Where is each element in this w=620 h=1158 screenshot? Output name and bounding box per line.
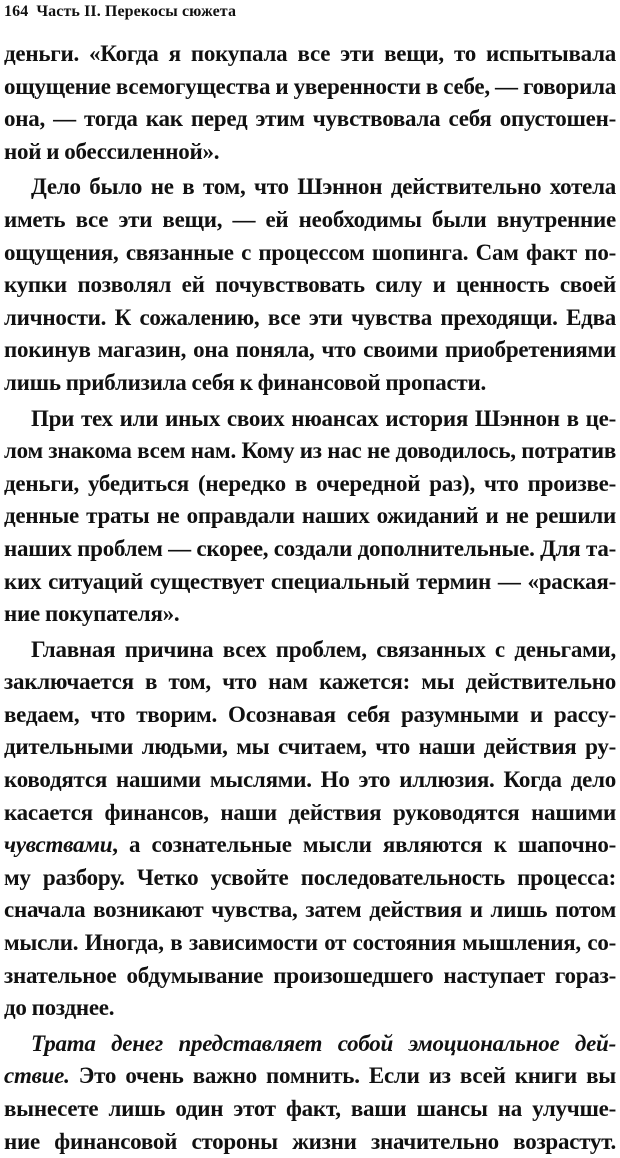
italic-emphasis: чувствами: [4, 832, 113, 858]
text-line: При тех или иных своих нюансах история Шэннон в це-: [31, 405, 616, 431]
text-line: ких ситуаций существует специальный термин — «раская-: [4, 568, 616, 594]
text-line: Главная причина всех проблем, связанных с деньгами,: [31, 636, 616, 662]
body-text: [4, 38, 616, 1158]
text-line: наших проблем — скорее, создали дополнительные. Для та-: [4, 535, 616, 561]
text-line: она, — тогда как перед этим чувствовала себя опустошен-: [4, 106, 616, 132]
text-line: дительными людьми, мы считаем, что наши действия ру-: [4, 734, 616, 760]
text-line: заключается в том, что нам кажется: мы действительно: [4, 669, 616, 695]
text-line: лом знакома всем нам. Кому из нас не доводилось, потратив: [4, 438, 616, 464]
text-line: ной и обессиленной».: [4, 138, 220, 164]
text-line: денные траты не оправдали наших ожиданий и не решили: [4, 503, 616, 529]
text-line: вынесете лишь один этот факт, ваши шансы на улучше-: [4, 1096, 616, 1121]
text-line: ние финансовой стороны жизни значительно возрастут.: [4, 1128, 616, 1154]
italic-emphasis: ствие.: [4, 1063, 70, 1089]
text-line: ведаем, что творим. Осознавая себя разумными и рассу-: [4, 701, 616, 727]
text-line: до позднее.: [4, 995, 115, 1021]
text-line: касается финансов, наши действия руководятся нашими: [4, 799, 616, 825]
text-line: деньги, убедиться (нередко в очередной раз), что произве-: [4, 470, 616, 496]
text-line: знательное обдумывание произошедшего наступает гораз-: [4, 962, 616, 988]
text-fragment: Это очень важно помнить. Если из всей книги вы: [69, 1063, 616, 1089]
text-line: ководятся нашими мыслями. Но это иллюзия. Когда дело: [4, 767, 616, 793]
text-line: мысли. Иногда, в зависимости от состояния мышления, со-: [4, 930, 616, 956]
text-line: Трата денег представляет собой эмоциональное дей-: [31, 1030, 616, 1056]
text-line: [4, 1060, 616, 1093]
page-number: 164: [4, 3, 29, 20]
text-line: Дело было не в том, что Шэннон действительно хотела: [31, 174, 616, 200]
running-head: [4, 1, 236, 23]
text-line: иметь все эти вещи, — ей необходимы были внутренние: [4, 206, 616, 232]
text-line: ощущение всемогущества и уверенности в себе, — говорила: [4, 73, 616, 99]
text-line: ощущения, связанные с процессом шопинга. Сам факт по-: [4, 239, 616, 265]
text-line: [4, 829, 616, 862]
text-line: деньги. «Когда я покупала все эти вещи, то испытывала: [4, 41, 616, 66]
text-fragment: , а сознательные мысли являются к шапочно-: [112, 832, 616, 858]
text-line: ние покупателя».: [4, 601, 180, 627]
text-line: сначала возникают чувства, затем действия и лишь потом: [4, 897, 616, 923]
text-line: му разбору. Четко усвойте последовательность процесса:: [4, 864, 616, 890]
text-line: покинув магазин, она поняла, что своими приобретениями: [4, 337, 616, 363]
text-line: купки позволял ей почувствовать силу и ценность своей: [4, 272, 616, 298]
text-line: лишь приблизила себя к финансовой пропасти.: [4, 369, 486, 395]
text-line: личности. К сожалению, все эти чувства преходящи. Едва: [4, 304, 616, 330]
section-title: Часть II. Перекосы сюжета: [36, 3, 237, 20]
